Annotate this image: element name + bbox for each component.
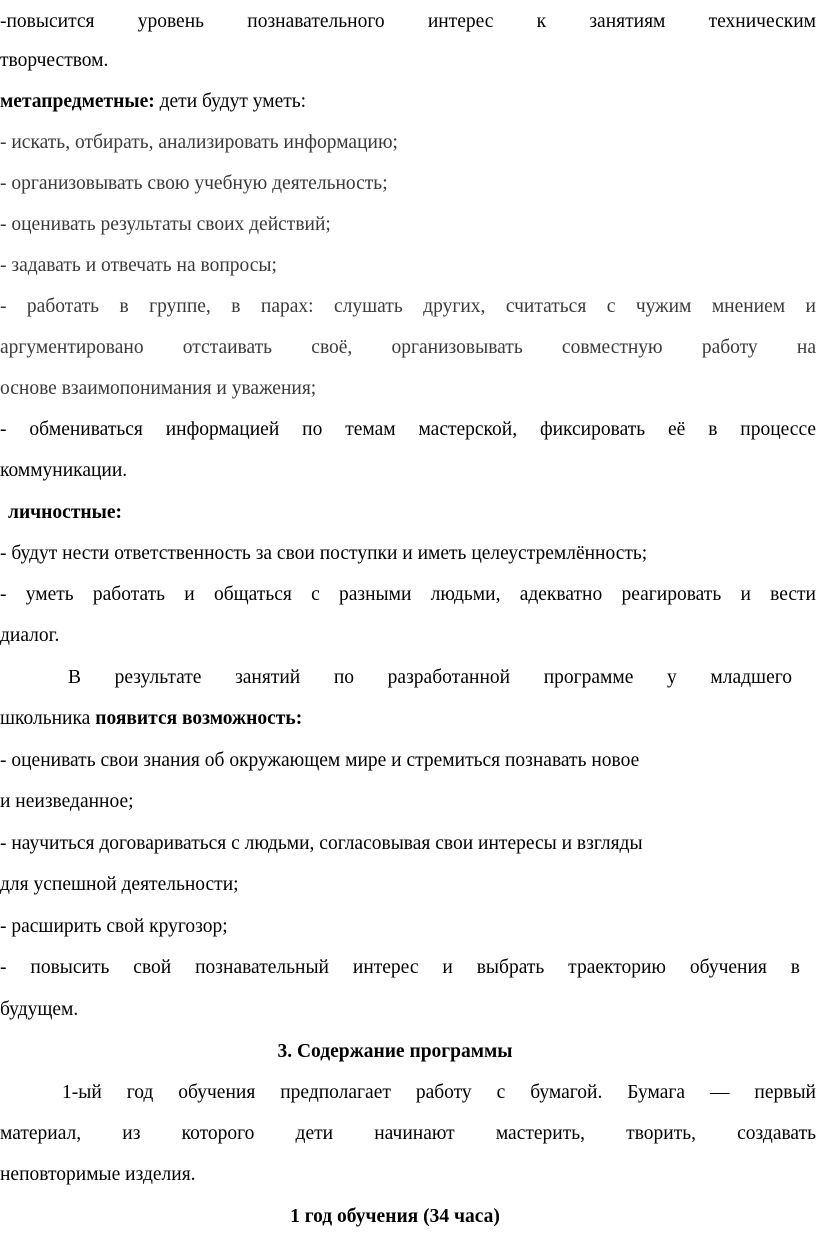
list-item: - обмениваться информацией по темам мастерской, фиксировать её в процессе <box>0 419 816 440</box>
list-item-continuation: аргументировано отстаивать своё, организовывать совместную работу на <box>0 337 816 358</box>
list-item-continuation: диалог. <box>0 625 60 646</box>
result-text: школьника <box>0 708 96 729</box>
paragraph-line: материал, из которого дети начинают мастерить, творить, создавать <box>0 1123 816 1144</box>
list-item: - уметь работать и общаться с разными людьми, адекватно реагировать и вести <box>0 584 816 605</box>
list-item: - искать, отбирать, анализировать информацию; <box>0 132 398 153</box>
meta-label: метапредметные: <box>0 91 155 112</box>
list-item-continuation: и неизведанное; <box>0 791 134 812</box>
paragraph-line: творчеством. <box>0 50 109 71</box>
list-item-continuation: для успешной деятельности; <box>0 874 239 895</box>
list-item: - задавать и отвечать на вопросы; <box>0 255 277 276</box>
paragraph-line: -повысится уровень познавательного интерес к занятиям техническим <box>0 11 816 32</box>
list-item: - работать в группе, в парах: слушать других, считаться с чужим мнением и <box>0 296 816 317</box>
list-item-continuation: будущем. <box>0 999 79 1020</box>
list-item: - повысить свой познавательный интерес и выбрать траекторию обучения в <box>0 957 800 978</box>
list-item: - будут нести ответственность за свои поступки и иметь целеустремлённость; <box>0 543 648 564</box>
list-item-continuation: основе взаимопонимания и уважения; <box>0 378 317 399</box>
list-item: - организовывать свою учебную деятельность; <box>0 173 388 194</box>
paragraph-line <box>0 707 816 731</box>
list-item: - оценивать свои знания об окружающем мире и стремиться познавать новое <box>0 750 640 771</box>
section-heading: 3. Содержание программы <box>277 1041 513 1062</box>
list-item-continuation: коммуникации. <box>0 460 128 481</box>
list-item: - научиться договариваться с людьми, согласовывая свои интересы и взгляды <box>0 833 643 854</box>
meta-intro: дети будут уметь: <box>154 91 307 112</box>
year-heading: 1 год обучения (34 часа) <box>290 1206 500 1227</box>
list-item: - расширить свой кругозор; <box>0 916 228 937</box>
paragraph-line: неповторимые изделия. <box>0 1164 196 1185</box>
personal-label: личностные: <box>8 502 123 523</box>
result-emphasis: появится возможность: <box>95 708 303 729</box>
list-item: - оценивать результаты своих действий; <box>0 214 331 235</box>
meta-heading-line <box>0 90 816 114</box>
paragraph-line: 1-ый год обучения предполагает работу с бумагой. Бумага — первый <box>62 1082 816 1103</box>
paragraph-line: В результате занятий по разработанной программе у младшего <box>68 667 792 688</box>
